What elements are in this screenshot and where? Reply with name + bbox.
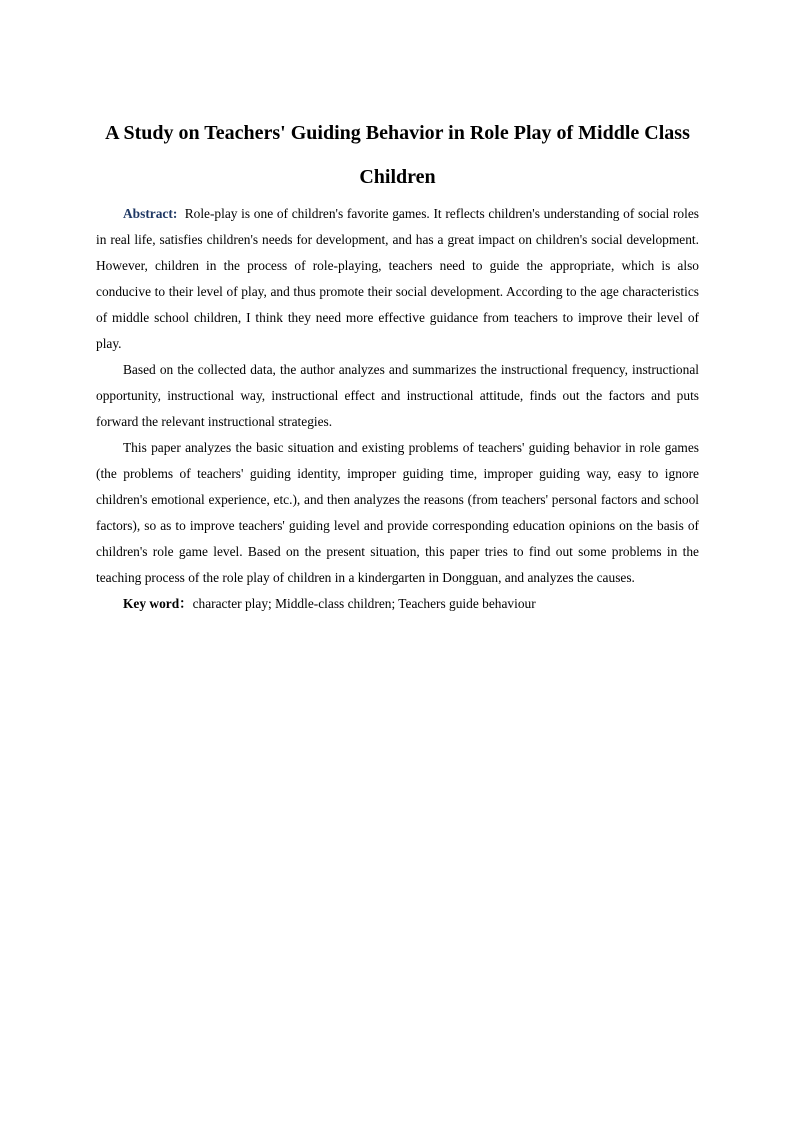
keywords-label: Key word：: [123, 596, 193, 611]
abstract-paragraph-2: Based on the collected data, the author analyzes and summarizes the instructional frequency, instructional opportunity, instructional way, instructional effect and instructional attitude, finds out the factors and puts forward the relevant instructional strategies.: [96, 362, 699, 429]
paper-title: A Study on Teachers' Guiding Behavior in Role Play of Middle Class Children: [105, 122, 690, 188]
abstract-paragraph-3: This paper analyzes the basic situation and existing problems of teachers' guiding behavior in role games (the problems of teachers' guiding identity, improper guiding time, improper guiding way, easy to ignore children's emotional experience, etc.), and then analyzes the reasons (from teachers' personal factors and school factors), so as to improve teachers' guiding level and provide corresponding education opinions on the basis of children's role game level. Based on the present situation, this paper tries to find out some problems in the teaching process of the role play of children in a kindergarten in Dongguan, and analyzes the causes.: [96, 440, 699, 585]
abstract-section: [96, 201, 699, 617]
abstract-paragraph-1: [96, 201, 699, 357]
keywords-line: [96, 591, 699, 617]
abstract-paragraph-1-text: Role-play is one of children's favorite games. It reflects children's understanding of social roles in real life, satisfies children's needs for development, and has a great impact on children's social development. However, children in the process of role-playing, teachers need to guide the appropriate, which is also conducive to their level of play, and thus promote their social development. According to the age characteristics of middle school children, I think they need more effective guidance from teachers to improve their level of play.: [96, 206, 699, 351]
abstract-label: Abstract:: [123, 206, 178, 221]
keywords-text: character play; Middle-class children; Teachers guide behaviour: [192, 596, 536, 611]
